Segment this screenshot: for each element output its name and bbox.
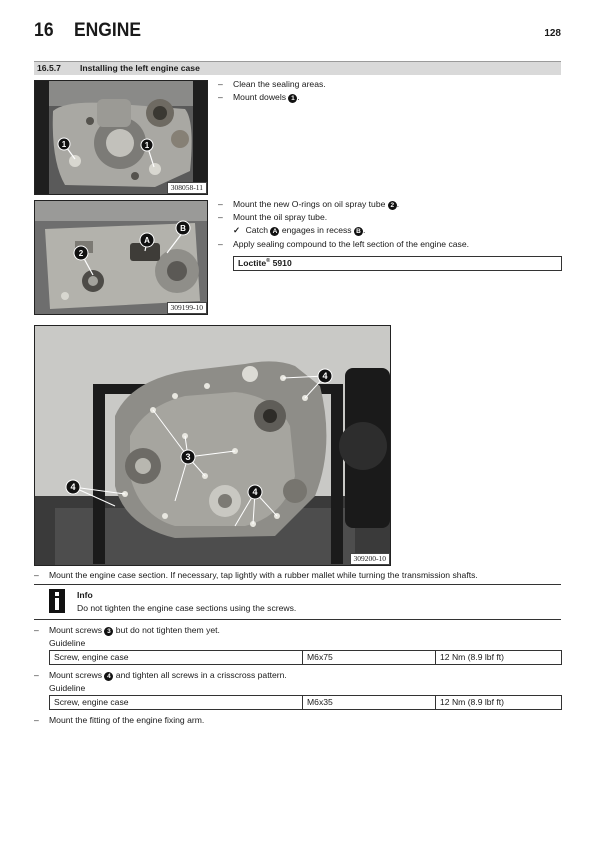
table-size: M6x35: [307, 697, 333, 707]
step-clean: – Clean the sealing areas.: [218, 79, 326, 89]
badge-a: A: [270, 227, 279, 236]
step-dowels: – Mount dowels 1 .: [218, 92, 300, 102]
callout-2: 2: [78, 249, 84, 258]
table-size: M6x75: [307, 652, 333, 662]
callout-4c: 4: [252, 487, 258, 497]
info-text: Do not tighten the engine case sections using the screws.: [77, 603, 297, 613]
steps-block-1: [218, 79, 558, 103]
table-item: Screw, engine case: [54, 697, 129, 707]
check-catch: ✓ Catch A engages in recess B .: [233, 225, 366, 235]
check-icon: ✓: [233, 225, 241, 235]
step-screws-3: – Mount screws 3 but do not tighten them yet.: [34, 625, 220, 635]
section-title: Installing the left engine case: [80, 63, 200, 73]
callout-1a: 1: [61, 140, 67, 149]
callout-4b: 4: [70, 482, 76, 492]
callout-a: A: [144, 236, 150, 245]
chapter-title: ENGINE: [74, 20, 142, 41]
step-screws-4: – Mount screws 4 and tighten all screws in a crisscross pattern.: [34, 670, 287, 680]
info-title: Info: [77, 590, 93, 600]
guideline-label: Guideline: [49, 683, 86, 693]
table-item: Screw, engine case: [54, 652, 129, 662]
compound-box: [233, 256, 562, 271]
callout-1b: 1: [144, 141, 150, 150]
callout-b: B: [180, 224, 186, 233]
step-oil-tube: – Mount the oil spray tube.: [218, 212, 328, 222]
info-icon: [49, 589, 65, 613]
image-code: 308058-11: [167, 182, 207, 194]
badge-1: 1: [288, 94, 297, 103]
badge-4: 4: [104, 672, 113, 681]
callout-3: 3: [185, 452, 191, 462]
image-code: 309199-10: [167, 302, 208, 314]
step-fixing-arm: – Mount the fitting of the engine fixing arm.: [34, 715, 205, 725]
page-number: 128: [544, 28, 561, 39]
step-mount-case: – Mount the engine case section. If necessary, tap lightly with a rubber mallet while turning the transmission shafts.: [34, 570, 478, 580]
photo-engine-case: [34, 325, 391, 566]
guideline-label: Guideline: [49, 638, 86, 648]
chapter-number: 16: [34, 20, 54, 41]
info-rule-bottom: [34, 619, 561, 620]
table-torque: 12 Nm (8.9 lbf ft): [440, 652, 504, 662]
step-orings: – Mount the new O-rings on oil spray tube 2 .: [218, 199, 400, 209]
photo-oil-spray-tube: [34, 200, 208, 315]
torque-table-2: [49, 695, 562, 710]
table-torque: 12 Nm (8.9 lbf ft): [440, 697, 504, 707]
section-number: 16.5.7: [37, 63, 61, 73]
badge-b: B: [354, 227, 363, 236]
callout-4a: 4: [322, 371, 328, 381]
section-heading: [34, 61, 561, 75]
compound-name: Loctite® 5910: [238, 258, 292, 268]
badge-2: 2: [388, 201, 397, 210]
photo-dowels: [34, 80, 208, 195]
info-rule-top: [34, 584, 561, 585]
step-sealing: – Apply sealing compound to the left section of the engine case.: [218, 239, 470, 249]
torque-table-1: [49, 650, 562, 665]
image-code: 309200-10: [350, 553, 391, 565]
badge-3: 3: [104, 627, 113, 636]
